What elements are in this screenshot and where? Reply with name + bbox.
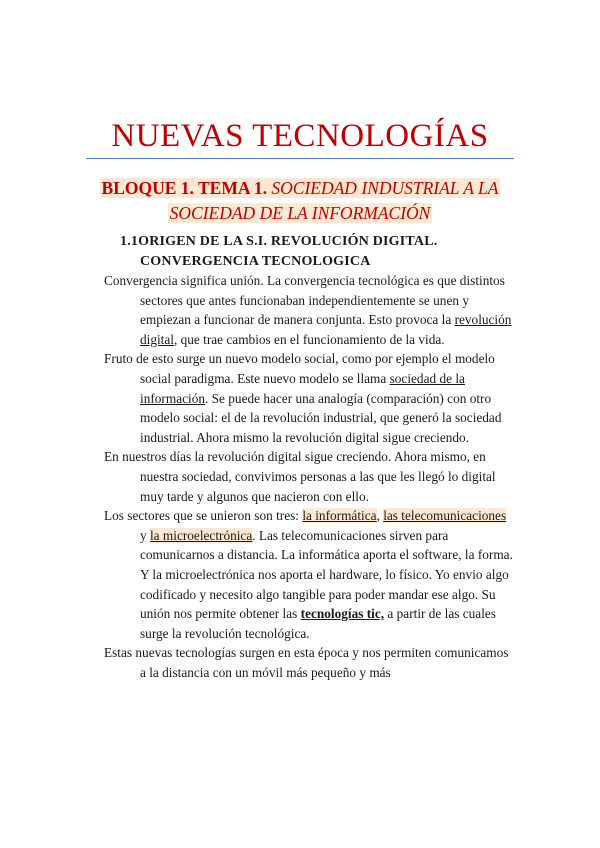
section-heading-line-2: CONVERGENCIA TECNOLOGICA xyxy=(140,254,371,269)
term-revolucion-digital: revolución digital xyxy=(140,312,512,347)
p1-text-a: Convergencia significa unión. La convergencia tecnológica es que distintos sectores que antes funcionaban independientemente se unen y empiezan a funcionar de manera conjunta. Esto provoca la xyxy=(104,273,505,328)
paragraph-nuestros-dias: En nuestros días la revolución digital sigue creciendo. Ahora mismo, en nuestra sociedad, convivimos personas a las que les llegó lo digital muy tarde y algunos que nacieron con ello. xyxy=(104,449,496,504)
paragraph-convergencia xyxy=(104,271,516,349)
term-microelectronica: la microelectrónica xyxy=(149,527,253,543)
bloque-label: BLOQUE 1. TEMA 1. xyxy=(101,178,268,198)
p1-text-b: , que trae cambios en el funcionamiento de la vida. xyxy=(173,331,445,347)
term-telecomunicaciones: las telecomunicaciones xyxy=(383,508,507,524)
p4-sep-1: , xyxy=(376,508,384,524)
bloque-subtitle-part-2: SOCIEDAD DE LA INFORMACIÓN xyxy=(169,203,431,223)
paragraph-nuevas-tecnologias: Estas nuevas tecnologías surgen en esta época y nos permiten comunicamos a la distancia con un móvil más pequeño y más xyxy=(104,645,509,680)
bloque-heading-line-1 xyxy=(100,178,501,198)
bloque-subtitle-part-1: SOCIEDAD INDUSTRIAL A LA xyxy=(271,178,499,198)
section-heading xyxy=(120,232,520,272)
section-heading-line-1: 1.1ORIGEN DE LA S.I. REVOLUCIÓN DIGITAL. xyxy=(120,234,438,249)
paragraph-fruto xyxy=(104,349,516,447)
term-informatica: la informática xyxy=(302,508,377,524)
p4-sep-2: y xyxy=(140,527,150,543)
term-tecnologias-tic: tecnologías tic, xyxy=(300,606,385,622)
document-body xyxy=(104,271,516,682)
paragraph-sectores xyxy=(104,506,516,643)
p2-text-b: . Se puede hacer una analogía (comparación) con otro modelo social: el de la revolución industrial, que generó la sociedad industrial. Ahora mismo la revolución digital sigue creciendo. xyxy=(140,390,502,445)
document-title: NUEVAS TECNOLOGÍAS xyxy=(111,118,489,154)
p4-text-a: Los sectores que se unieron son tres: xyxy=(104,508,303,524)
term-sociedad-informacion: sociedad de la información xyxy=(140,370,465,406)
p4-text-b: . Las telecomunicaciones sirven para comunicarnos a distancia. La informática aporta el software, la forma. Y la microelectrónica nos aporta el hardware, lo físico. Yo envio algo codificado y necesito algo tangible para poder mandar ese algo. Su unión nos permite obtener las xyxy=(140,527,513,622)
bloque-heading xyxy=(0,176,600,226)
p4-text-c: a partir de las cuales surge la revolución tecnológica. xyxy=(140,606,496,641)
p2-text-a: Fruto de esto surge un nuevo modelo social, como por ejemplo el modelo social paradigma. Este nuevo modelo se llama xyxy=(104,351,495,386)
title-underline-rule xyxy=(86,158,514,159)
